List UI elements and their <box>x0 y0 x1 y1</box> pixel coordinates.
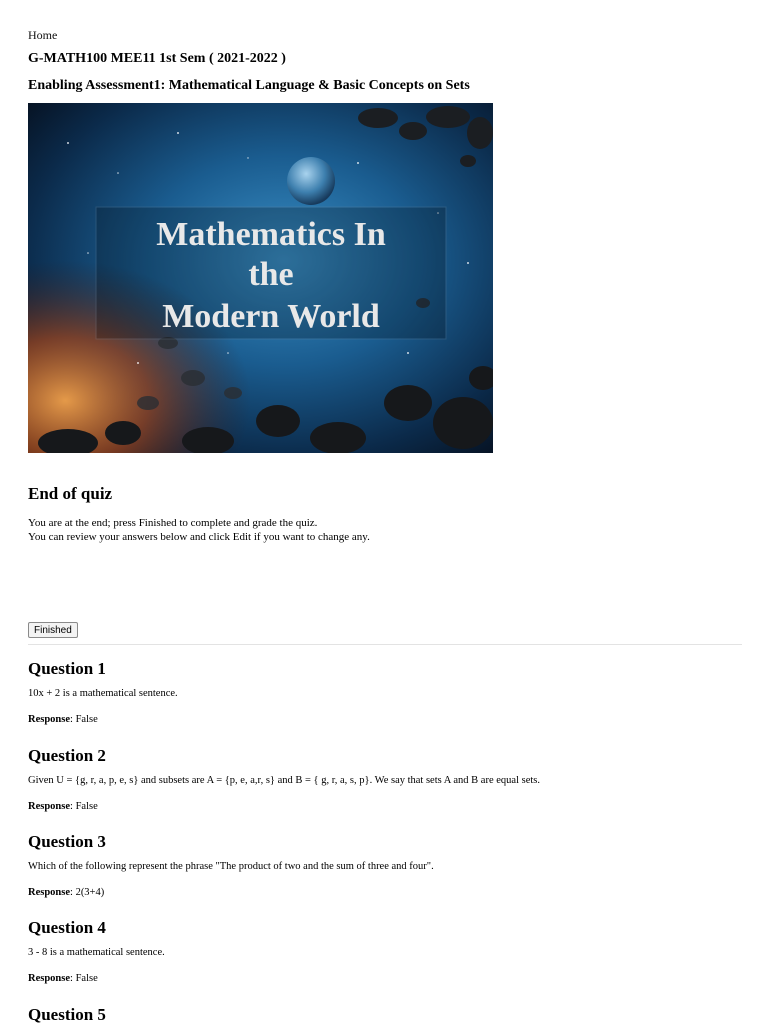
question-text: Given U = {g, r, a, p, e, s} and subsets are A = {p, e, a,r, s} and B = { g, r, a, s, p}. We say that sets A and B are equal sets. <box>28 775 540 786</box>
question-title: Question 2 <box>28 746 106 765</box>
review-instruction: You can review your answers below and click Edit if you want to change any. <box>28 531 370 543</box>
response-label: Response <box>28 973 71 984</box>
question-response: Response: False <box>28 714 98 725</box>
banner-line-1: Mathematics In <box>156 216 386 253</box>
finished-button[interactable]: Finished <box>28 622 78 638</box>
question-text: Which of the following represent the phrase "The product of two and the sum of three and four". <box>28 861 434 872</box>
course-title: G-MATH100 MEE11 1st Sem ( 2021-2022 ) <box>28 51 286 66</box>
question-3 <box>28 832 742 898</box>
question-title: Question 4 <box>28 918 106 937</box>
question-title: Question 1 <box>28 659 106 678</box>
response-label: Response <box>28 801 71 812</box>
assessment-title: Enabling Assessment1: Mathematical Language & Basic Concepts on Sets <box>28 78 470 93</box>
response-label: Response <box>28 714 71 725</box>
response-value: False <box>75 973 98 984</box>
question-text: 10x + 2 is a mathematical sentence. <box>28 688 178 699</box>
question-text: 3 - 8 is a mathematical sentence. <box>28 947 165 958</box>
banner-line-2: the <box>248 256 294 293</box>
response-value: False <box>75 801 98 812</box>
question-title: Question 3 <box>28 832 106 851</box>
home-link[interactable]: Home <box>28 28 58 42</box>
course-banner-image <box>28 103 493 453</box>
response-value: 2(3+4) <box>75 887 105 898</box>
question-response: Response: 2(3+4) <box>28 887 105 898</box>
end-of-quiz-instruction: You are at the end; press Finished to complete and grade the quiz. <box>28 517 318 529</box>
question-2 <box>28 746 742 812</box>
question-response: Response: False <box>28 973 98 984</box>
response-label: Response <box>28 887 71 898</box>
divider <box>28 644 742 645</box>
response-value: False <box>75 714 98 725</box>
question-response: Response: False <box>28 801 98 812</box>
banner-line-3: Modern World <box>162 298 380 335</box>
question-title: Question 5 <box>28 1005 106 1024</box>
question-4 <box>28 918 742 984</box>
end-of-quiz-heading: End of quiz <box>28 484 113 503</box>
question-1 <box>28 659 742 725</box>
